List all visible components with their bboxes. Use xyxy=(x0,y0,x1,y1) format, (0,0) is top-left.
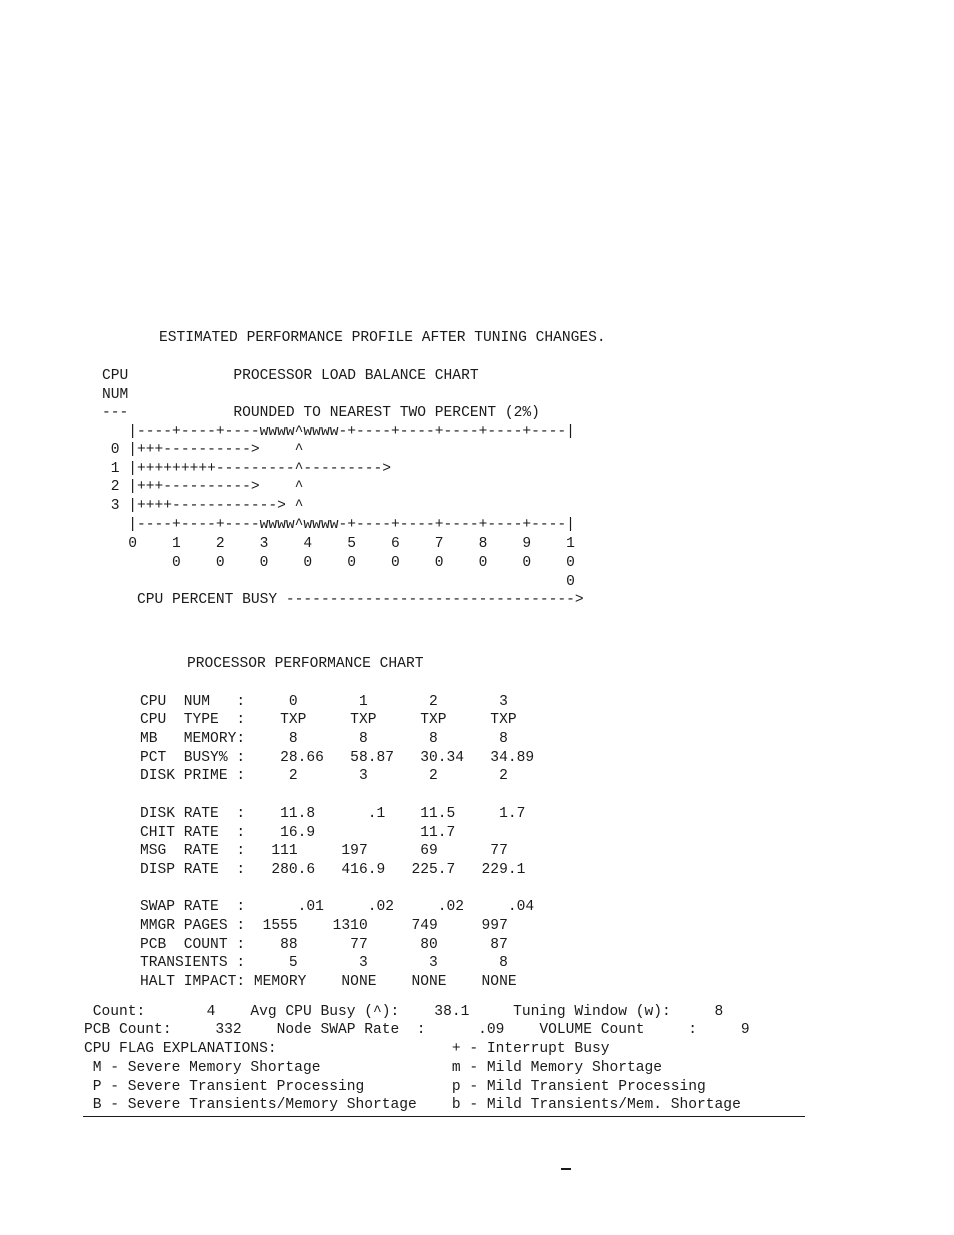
perf-row: MB MEMORY: 8 8 8 8 xyxy=(140,731,508,747)
load-chart-line: --- ROUNDED TO NEAREST TWO PERCENT (2%) xyxy=(102,405,540,421)
summary-line: PCB Count: 332 Node SWAP Rate : .09 VOLUME Count : 9 xyxy=(84,1022,750,1038)
summary-line: Count: 4 Avg CPU Busy (^): 38.1 Tuning Window (w): 8 xyxy=(84,1004,724,1020)
perf-row: MMGR PAGES : 1555 1310 749 997 xyxy=(140,918,508,934)
load-chart-line: 0 xyxy=(102,574,575,590)
perf-row: SWAP RATE : .01 .02 .02 .04 xyxy=(140,899,535,915)
load-chart-line: 0 1 2 3 4 5 6 7 8 9 1 xyxy=(102,536,575,552)
load-chart-line: |----+----+----wwww^wwww-+----+----+----+----+----| xyxy=(102,424,575,440)
load-chart-line: CPU PERCENT BUSY ---------------------------------> xyxy=(102,592,584,608)
load-chart-line: 2 |+++----------> ^ xyxy=(102,479,304,495)
perf-row: DISP RATE : 280.6 416.9 225.7 229.1 xyxy=(140,862,526,878)
page-marker-dash xyxy=(561,1168,571,1170)
load-chart-line: 3 |++++------------> ^ xyxy=(102,498,304,514)
summary-line: M - Severe Memory Shortage m - Mild Memory Shortage xyxy=(84,1060,663,1076)
perf-row: CHIT RATE : 16.9 11.7 xyxy=(140,825,456,841)
performance-chart-title: PROCESSOR PERFORMANCE CHART xyxy=(187,656,424,672)
perf-row: TRANSIENTS : 5 3 3 8 xyxy=(140,955,508,971)
bottom-rule xyxy=(83,1116,805,1117)
perf-row: DISK RATE : 11.8 .1 11.5 1.7 xyxy=(140,806,526,822)
report-heading: ESTIMATED PERFORMANCE PROFILE AFTER TUNING CHANGES. xyxy=(159,330,606,346)
load-chart-line: 1 |+++++++++---------^---------> xyxy=(102,461,392,477)
perf-row: CPU TYPE : TXP TXP TXP TXP xyxy=(140,712,517,728)
summary-line: B - Severe Transients/Memory Shortage b - Mild Transients/Mem. Shortage xyxy=(84,1097,741,1113)
perf-row: PCB COUNT : 88 77 80 87 xyxy=(140,937,508,953)
load-chart-line: |----+----+----wwww^wwww-+----+----+----+----+----| xyxy=(102,517,575,533)
perf-row: MSG RATE : 111 197 69 77 xyxy=(140,843,508,859)
perf-row: CPU NUM : 0 1 2 3 xyxy=(140,694,508,710)
load-chart-line: 0 |+++----------> ^ xyxy=(102,442,304,458)
load-chart-line: CPU PROCESSOR LOAD BALANCE CHART xyxy=(102,368,479,384)
load-chart-line: NUM xyxy=(102,387,129,403)
perf-row: HALT IMPACT: MEMORY NONE NONE NONE xyxy=(140,974,517,990)
perf-row: DISK PRIME : 2 3 2 2 xyxy=(140,768,508,784)
load-chart-line: 0 0 0 0 0 0 0 0 0 0 xyxy=(102,555,575,571)
summary-line: P - Severe Transient Processing p - Mild Transient Processing xyxy=(84,1079,706,1095)
perf-row: PCT BUSY% : 28.66 58.87 30.34 34.89 xyxy=(140,750,535,766)
summary-line: CPU FLAG EXPLANATIONS: + - Interrupt Busy xyxy=(84,1041,610,1057)
